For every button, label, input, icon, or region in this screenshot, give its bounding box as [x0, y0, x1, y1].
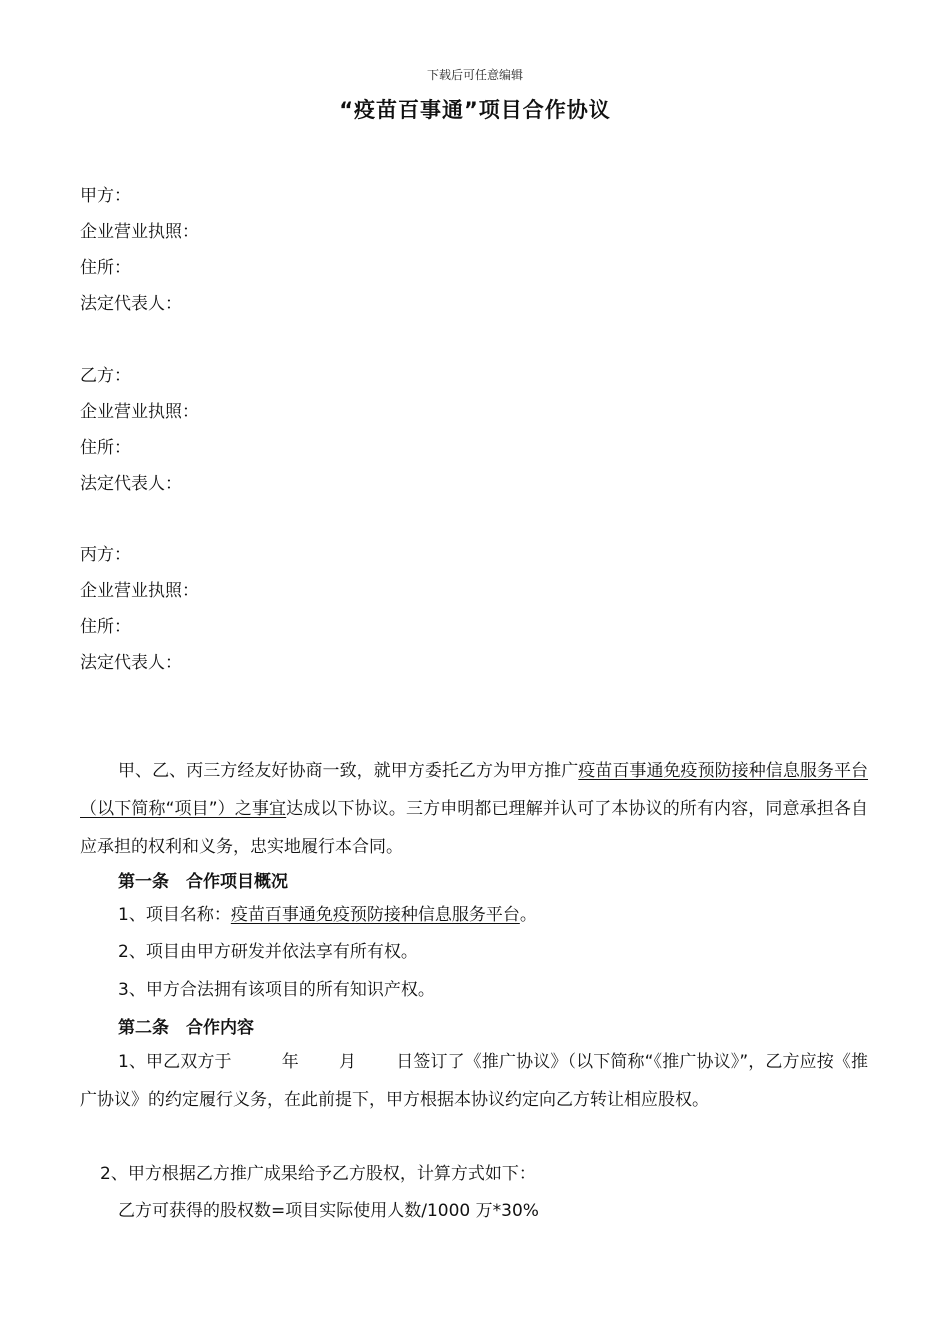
article-1-heading: 第一条 合作项目概况 — [118, 872, 288, 892]
article-2-heading: 第二条 合作内容 — [118, 1018, 254, 1038]
party-a-block — [80, 178, 199, 322]
party-c-rep-label: 法定代表人： — [80, 653, 182, 673]
party-a-rep-label: 法定代表人： — [80, 294, 182, 314]
party-c-block — [80, 537, 199, 681]
article-2-paragraph-1 — [80, 1043, 868, 1119]
project-name: 疫苗百事通免疫预防接种信息服务平台 — [230, 905, 520, 925]
intro-underlined-subject: 疫苗百事通免疫预防接种信息服务平台（以下简称“项目”）之事宜 — [80, 761, 869, 819]
party-b-name-label: 乙方： — [80, 366, 131, 386]
p1-month: 月 — [338, 1052, 357, 1072]
party-b-rep-label: 法定代表人： — [80, 474, 182, 494]
p1-rest: 日签订了《推广协议》（以下简称“《推广协议》”，乙方应按《推广协议》的约定履行义务，在此前提下，甲方根据本协议约定向乙方转让相应股权。 — [80, 1052, 868, 1110]
party-b-block — [80, 358, 199, 502]
article-1-item-3: 3、甲方合法拥有该项目的所有知识产权。 — [118, 980, 435, 1000]
party-b-address-label: 住所： — [80, 438, 131, 458]
party-c-license-label: 企业营业执照： — [80, 581, 199, 601]
p1-lead: 1、甲乙双方于 — [118, 1052, 232, 1072]
intro-text-after: 达成以下协议。三方申明都已理解并认可了本协议的所有内容，同意承担各自应承担的权利和义务，忠实地履行本合同。 — [80, 799, 868, 857]
equity-formula: 乙方可获得的股权数=项目实际使用人数/1000 万*30% — [118, 1201, 539, 1221]
party-b-license-label: 企业营业执照： — [80, 402, 199, 422]
party-a-address-label: 住所： — [80, 258, 131, 278]
party-c-address-label: 住所： — [80, 617, 131, 637]
p1-year: 年 — [281, 1052, 299, 1072]
intro-paragraph — [80, 752, 868, 866]
intro-text-before: 甲、乙、丙三方经友好协商一致，就甲方委托乙方为甲方推广 — [118, 761, 579, 781]
article-2-paragraph-2: 2、甲方根据乙方推广成果给予乙方股权，计算方式如下： — [100, 1164, 536, 1184]
item-1-suffix: 。 — [519, 905, 537, 925]
party-a-name-label: 甲方： — [80, 186, 131, 206]
document-title: “疫苗百事通”项目合作协议 — [339, 98, 611, 122]
party-a-license-label: 企业营业执照： — [80, 222, 199, 242]
item-1-prefix: 1、项目名称： — [118, 905, 231, 925]
header-note: 下载后可任意编辑 — [426, 68, 523, 82]
article-1-item-1 — [80, 897, 906, 934]
article-1-item-2: 2、项目由甲方研发并依法享有所有权。 — [118, 942, 418, 962]
party-c-name-label: 丙方： — [80, 545, 131, 565]
